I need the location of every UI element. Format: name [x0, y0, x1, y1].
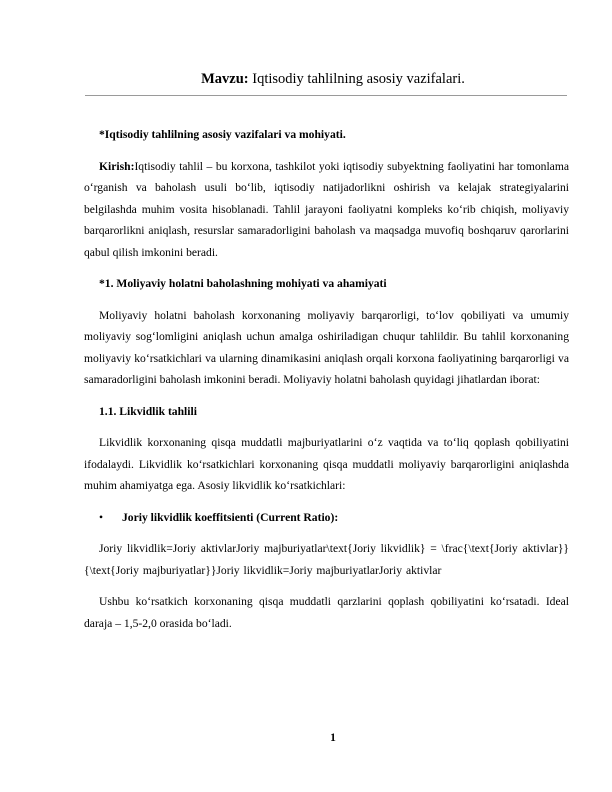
document-body — [84, 124, 569, 644]
bullet-text: Joriy likvidlik koeffitsienti (Current Ratio): — [122, 510, 339, 524]
page-number: 1 — [330, 732, 336, 744]
topic-label: Mavzu: — [201, 71, 249, 87]
section1-heading: *1. Moliyaviy holatni baholashning mohiyati va ahamiyati — [99, 277, 387, 290]
topic-title: Iqtisodiy tahlilning asosiy vazifalari. — [252, 71, 465, 87]
intro-label: Kirish: — [99, 159, 135, 173]
section1-paragraph: Moliyaviy holatni baholash korxonaning moliyaviy barqarorligi, to‘lov qobiliyati va umumiy moliyaviy sog‘lomligini aniqlash uchun amalga oshiriladigan chuqur tahlildir. Bu tahlil korxonaning moliyaviy ko‘rsatkichlari va ularning dinamikasini aniqlash orqali korxona faoliyatining barqarorligi va samaradorligini baholash imkonini beradi. Moliyaviy holatni baholash quyidagi jihatlardan iborat: — [84, 308, 569, 386]
intro-text: Iqtisodiy tahlil – bu korxona, tashkilot yoki iqtisodiy subyektning faoliyatini har tomonlama o‘rganish va baholash usuli bo‘lib, iqtisodiy natijadorlikni oshirish va kelajak strategiyalarini belgilashda muhim vosita hisoblanadi. Tahlil jarayoni faoliyatni kompleks ko‘rib chiqish, moliyaviy barqarorlikni aniqlash, resurslar samaradorligini baholash va maqsadga muvofiq boshqaruv qarorlarini qabul qilish imkonini beradi. — [84, 159, 569, 259]
closing-paragraph: Ushbu ko‘rsatkich korxonaning qisqa muddatli qarzlarini qoplash qobiliyatini ko‘rsatadi. Ideal daraja – 1,5-2,0 orasida bo‘ladi. — [84, 595, 569, 630]
header-divider — [85, 95, 567, 96]
bullet-icon: • — [99, 510, 104, 524]
intro-heading: *Iqtisodiy tahlilning asosiy vazifalari va mohiyati. — [99, 128, 346, 141]
list-item — [84, 507, 569, 529]
page-title — [0, 70, 612, 88]
section11-heading: 1.1. Likvidlik tahlili — [99, 404, 197, 418]
section11-paragraph: Likvidlik korxonaning qisqa muddatli majburiyatlarini o‘z vaqtida va to‘liq qoplash qobiliyatini ifodalaydi. Likvidlik ko‘rsatkichlari korxonaning qisqa muddatli moliyaviy barqarorligini aniqlashda muhim ahamiyatga ega. Asosiy likvidlik ko‘rsatkichlari: — [84, 436, 569, 492]
intro-paragraph — [84, 156, 569, 264]
formula-text: Joriy likvidlik=Joriy aktivlarJoriy majburiyatlar\text{Joriy likvidlik} = \frac{\text{Joriy aktivlar}}{\text{Joriy majburiyatlar}}Joriy likvidlik=Joriy majburiyatlarJoriy aktivlar — [84, 542, 569, 577]
